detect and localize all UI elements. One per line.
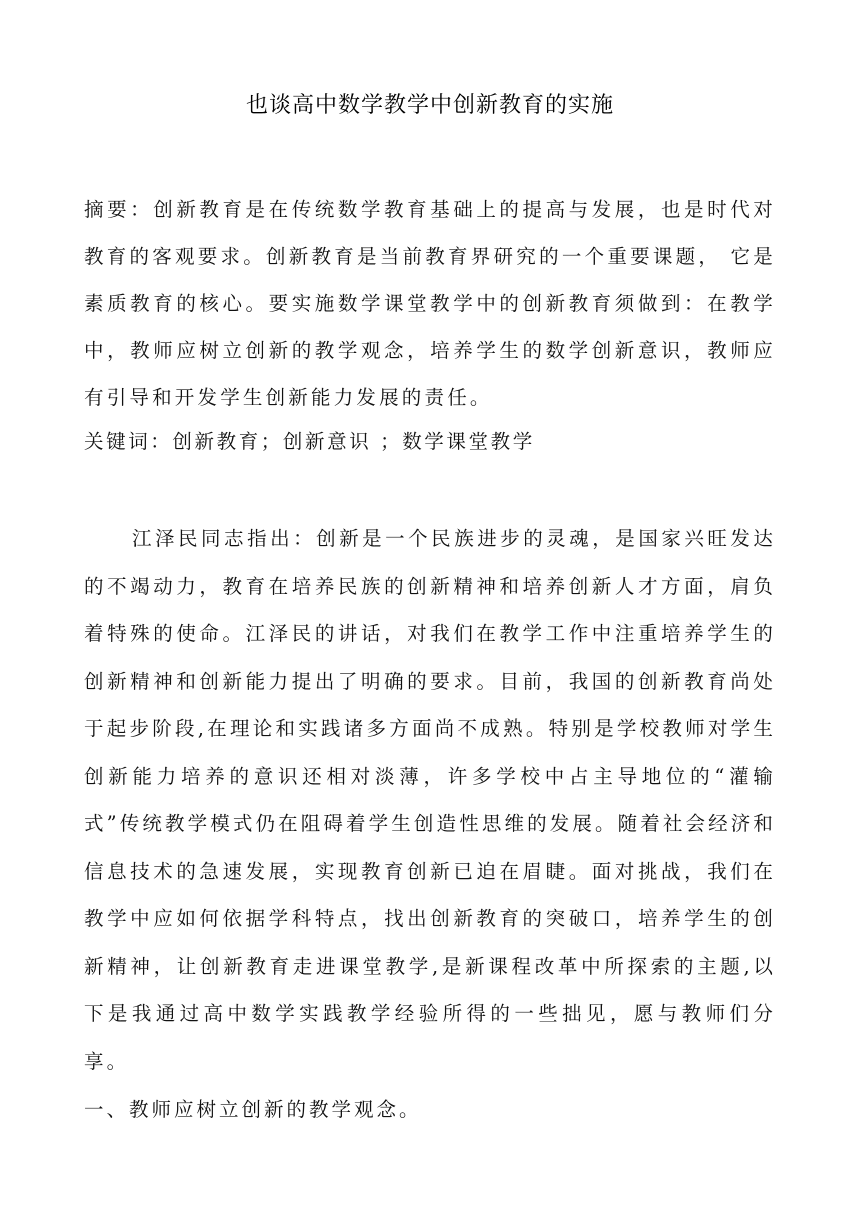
body-paragraph: 江泽民同志指出：创新是一个民族进步的灵魂，是国家兴旺发达的不竭动力，教育在培养民族的创新精神和培养创新人才方面，肩负着特殊的使命。江泽民的讲话，对我们在教学工作中注重培养学生的创新精神和创新能力提出了明确的要求。目前，我国的创新教育尚处于起步阶段,在理论和实践诸多方面尚不成熟。特别是学校教师对学生创新能力培养的意识还相对淡薄，许多学校中占主导地位的“灌输式”传统教学模式仍在阻碍着学生创造性思维的发展。随着社会经济和信息技术的急速发展，实现教育创新已迫在眉睫。面对挑战，我们在教学中应如何依据学科特点，找出创新教育的突破口，培养学生的创新精神，让创新教育走进课堂教学,是新课程改革中所探索的主题,以下是我通过高中数学实践教学经验所得的一些拙见，愿与教师们分享。: [84, 527, 776, 1073]
keywords-line: 关键词：创新教育；创新意识 ；数学课堂教学: [84, 430, 535, 453]
document-title: 也谈高中数学教学中创新教育的实施: [245, 93, 614, 118]
section-heading: 一、教师应树立创新的教学观念。: [84, 1098, 422, 1121]
abstract-paragraph: 摘要：创新教育是在传统数学教育基础上的提高与发展，也是时代对教育的客观要求。创新教育是当前教育界研究的一个重要课题， 它是素质教育的核心。要实施数学课堂教学中的创新教育须做到：在教学中，教师应树立创新的教学观念，培养学生的数学创新意识，教师应有引导和开发学生创新能力发展的责任。: [84, 198, 776, 409]
